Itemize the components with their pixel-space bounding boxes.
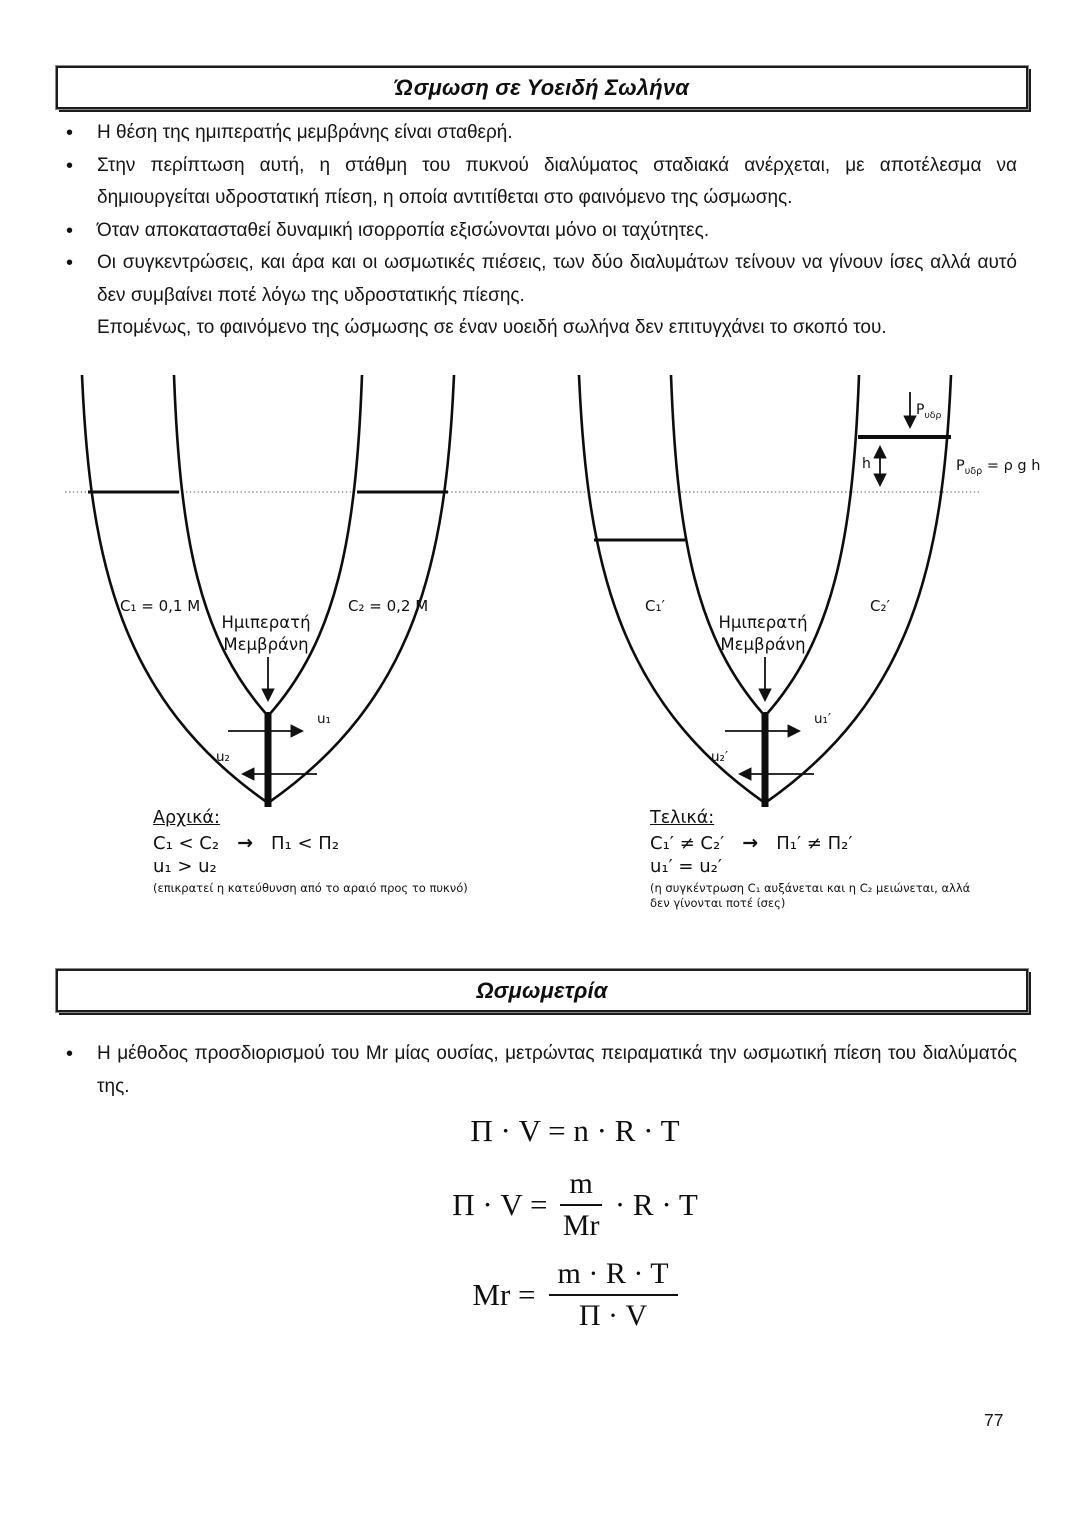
bullet-continuation: Επομένως, το φαινόμενο της ώσμωσης σε έναν υοειδή σωλήνα δεν επιτυγχάνει το σκοπό του. [97, 317, 887, 338]
height-h-label: h [862, 456, 871, 472]
bullet-item: • Στην περίπτωση αυτή, η στάθμη του πυκνού διαλύματος σταδιακά ανέρχεται, με αποτέλεσμα να δημιουργείται υδροστατική πίεση, η οποία αντιτίθεται στο φαινόμενο της ώσμωσης. [63, 150, 1017, 215]
equation-mr: Mr = $\frac{m \cdot R \cdot T}{\Pi \cdot V}$ [70, 1257, 1080, 1332]
right-c2-label: C₂′ [870, 597, 890, 615]
fraction: $\frac{m}{Mr}$ [560, 1167, 601, 1242]
left-u1-label: u₁ [317, 711, 331, 727]
bullet-item: • Η μέθοδος προσδιορισμού του Mr μίας ουσίας, μετρώντας πειραματικά την ωσμωτική πίεση του διαλύματός της. [63, 1038, 1017, 1103]
left-membrane-label: Ημιπερατή Μεμβράνη [221, 613, 311, 654]
right-caption-title: Τελικά: [650, 808, 715, 828]
left-caption-velocities: u₁ > u₂ [153, 856, 217, 877]
left-caption-title: Αρχικά: [153, 808, 220, 828]
fraction: $\frac{m \cdot R \cdot T}{\Pi \cdot V}$ [549, 1257, 678, 1332]
section1-bullet-list [63, 117, 1017, 345]
implies-arrow-icon: → [237, 832, 254, 854]
page-number: 77 [984, 1410, 1004, 1430]
right-u2-label: u₂′ [711, 749, 729, 765]
left-caption-relation: C₁ < C₂ → Π₁ < Π₂ [153, 832, 340, 854]
section2-title: Ωσμωμετρία [476, 977, 608, 1003]
equation-pv-m-over-mr: Π · V = $\frac{m}{Mr}$ · R · T [452, 1167, 698, 1242]
left-u2-label: u₂ [216, 749, 230, 765]
right-caption-velocities: u₁′ = u₂′ [650, 856, 722, 877]
right-caption [650, 808, 970, 911]
equation-pv-nrt: Π · V = n · R · T [470, 1113, 680, 1148]
hydrostatic-pressure-formula: $P_{\upsilon\delta\rho} = \rho$ g h [956, 458, 1041, 477]
utube-figure [0, 360, 1080, 935]
section1-title: Ώσμωση σε Υοειδή Σωλήνα [394, 74, 690, 100]
implies-arrow-icon: → [742, 832, 759, 854]
right-c1-label: C₁′ [645, 597, 665, 615]
left-caption [153, 808, 468, 896]
bullet-item: • Όταν αποκατασταθεί δυναμική ισορροπία εξισώνονται μόνο οι ταχύτητες. [63, 215, 1017, 248]
right-caption-relation: C₁′ ≠ C₂′ → Π₁′ ≠ Π₂′ [650, 832, 853, 854]
right-membrane-label: Ημιπερατή Μεμβράνη [718, 613, 808, 654]
right-caption-note: (η συγκέντρωση C₁ αυξάνεται και η C₂ μειώνεται, αλλά δεν γίνονται ποτέ ίσες) [650, 881, 971, 910]
left-c1-label: C₁ = 0,1 M [120, 597, 201, 615]
section1-title-box [56, 66, 1028, 109]
hydrostatic-pressure-label: $P_{\upsilon\delta\rho}$ [916, 402, 942, 421]
section2-bullet-list [63, 1038, 1017, 1103]
right-u1-label: u₁′ [814, 711, 832, 727]
left-caption-note: (επικρατεί η κατεύθυνση από το αραιό προς το πυκνό) [153, 881, 468, 895]
bullet-item: • Οι συγκεντρώσεις, και άρα και οι ωσμωτικές πιέσεις, των δύο διαλυμάτων τείνουν να γίνουν ίσες αλλά αυτό δεν συμβαίνει ποτέ λόγω της υδροστατικής πίεσης. [63, 247, 1017, 312]
bullet-item: • Η θέση της ημιπερατής μεμβράνης είναι σταθερή. [63, 117, 1017, 150]
equations-block [70, 1110, 1080, 1332]
left-c2-label: C₂ = 0,2 M [348, 597, 429, 615]
section2-title-box [56, 969, 1028, 1012]
